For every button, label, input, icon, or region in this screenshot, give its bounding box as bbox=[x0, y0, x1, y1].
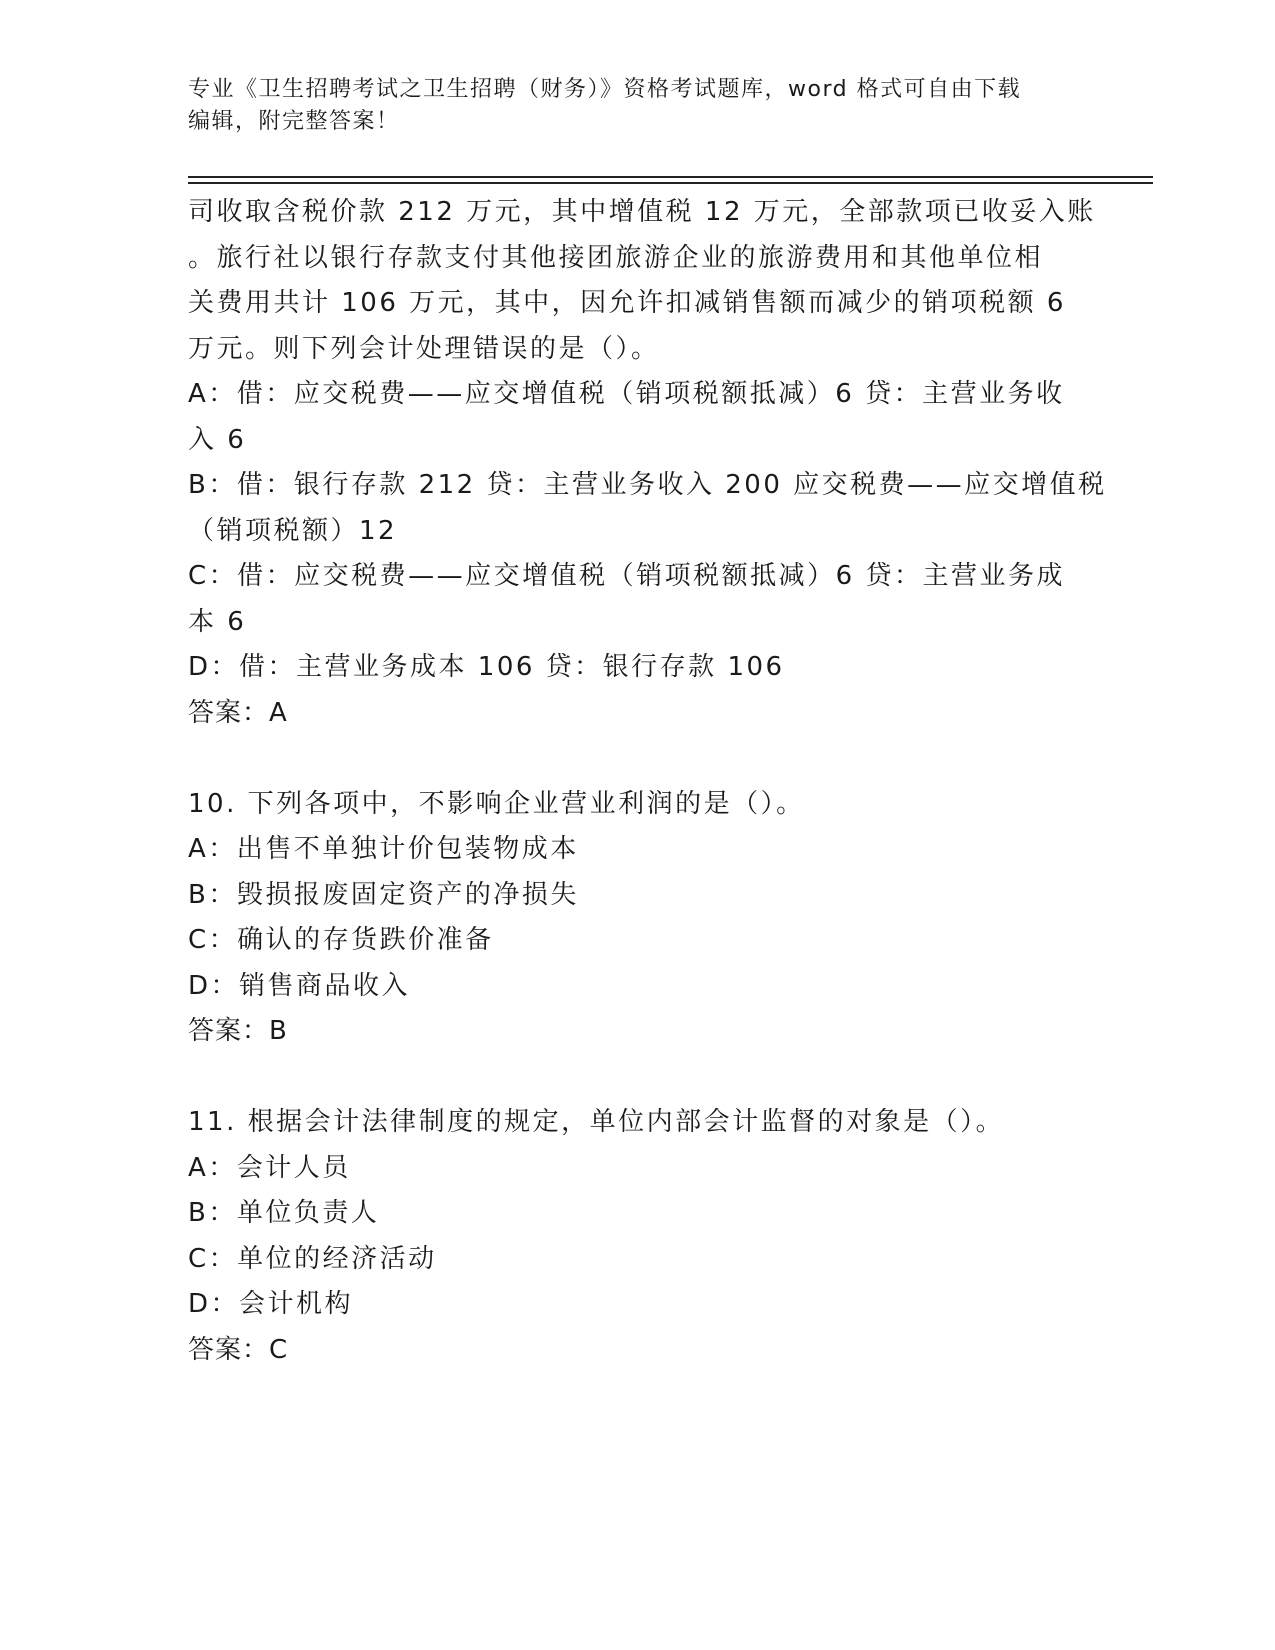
option-b: B：单位负责人 bbox=[188, 1198, 380, 1228]
option-a-line: A：借：应交税费——应交增值税（销项税额抵减）6 贷：主营业务收 bbox=[188, 379, 1065, 409]
option-c-line: C：借：应交税费——应交增值税（销项税额抵减）6 贷：主营业务成 bbox=[188, 561, 1065, 591]
header-line-1: 专业《卫生招聘考试之卫生招聘（财务）》资格考试题库，word 格式可自由下载 bbox=[188, 77, 1022, 102]
option-b: B：毁损报废固定资产的净损失 bbox=[188, 879, 579, 910]
document-body bbox=[188, 190, 1107, 1373]
option-a-line: 入 6 bbox=[188, 424, 247, 455]
answer-label: 答案：B bbox=[188, 1016, 288, 1046]
spacer bbox=[188, 736, 1088, 782]
option-b-line: （销项税额）12 bbox=[188, 515, 398, 546]
question-stem-line: 关费用共计 106 万元，其中，因允许扣减销售额而减少的销项税额 6 bbox=[188, 288, 1066, 318]
header-line-2: 编辑，附完整答案！ bbox=[188, 109, 400, 134]
question-10 bbox=[188, 782, 1088, 1055]
option-c: C：单位的经济活动 bbox=[188, 1243, 437, 1274]
option-d: D：会计机构 bbox=[188, 1289, 354, 1319]
header-divider-bottom bbox=[188, 182, 1153, 184]
question-stem: 11. 根据会计法律制度的规定，单位内部会计监督的对象是（）。 bbox=[188, 1107, 1005, 1137]
question-stem-line: 万元。则下列会计处理错误的是（）。 bbox=[188, 333, 660, 364]
option-d-line: D：借：主营业务成本 106 贷：银行存款 106 bbox=[188, 652, 785, 682]
option-d: D：销售商品收入 bbox=[188, 970, 411, 1001]
option-b-line: B：借：银行存款 212 贷：主营业务收入 200 应交税费——应交增值税 bbox=[188, 470, 1107, 500]
question-stem-line: 。旅行社以银行存款支付其他接团旅游企业的旅游费用和其他单位相 bbox=[188, 242, 1044, 273]
answer-label: 答案：A bbox=[188, 697, 288, 728]
question-11 bbox=[188, 1100, 1088, 1373]
question-stem: 10. 下列各项中，不影响企业营业利润的是（）。 bbox=[188, 788, 805, 819]
answer-label: 答案：C bbox=[188, 1334, 289, 1365]
option-c: C：确认的存货跌价准备 bbox=[188, 925, 494, 955]
document-header bbox=[188, 74, 1088, 138]
option-a: A：会计人员 bbox=[188, 1152, 351, 1183]
spacer bbox=[188, 1055, 1088, 1101]
question-stem-line: 司收取含税价款 212 万元，其中增值税 12 万元，全部款项已收妥入账 bbox=[188, 197, 1096, 227]
question-9 bbox=[188, 190, 1107, 736]
header-divider-top bbox=[188, 176, 1153, 178]
option-c-line: 本 6 bbox=[188, 606, 247, 637]
option-a: A：出售不单独计价包装物成本 bbox=[188, 834, 579, 864]
